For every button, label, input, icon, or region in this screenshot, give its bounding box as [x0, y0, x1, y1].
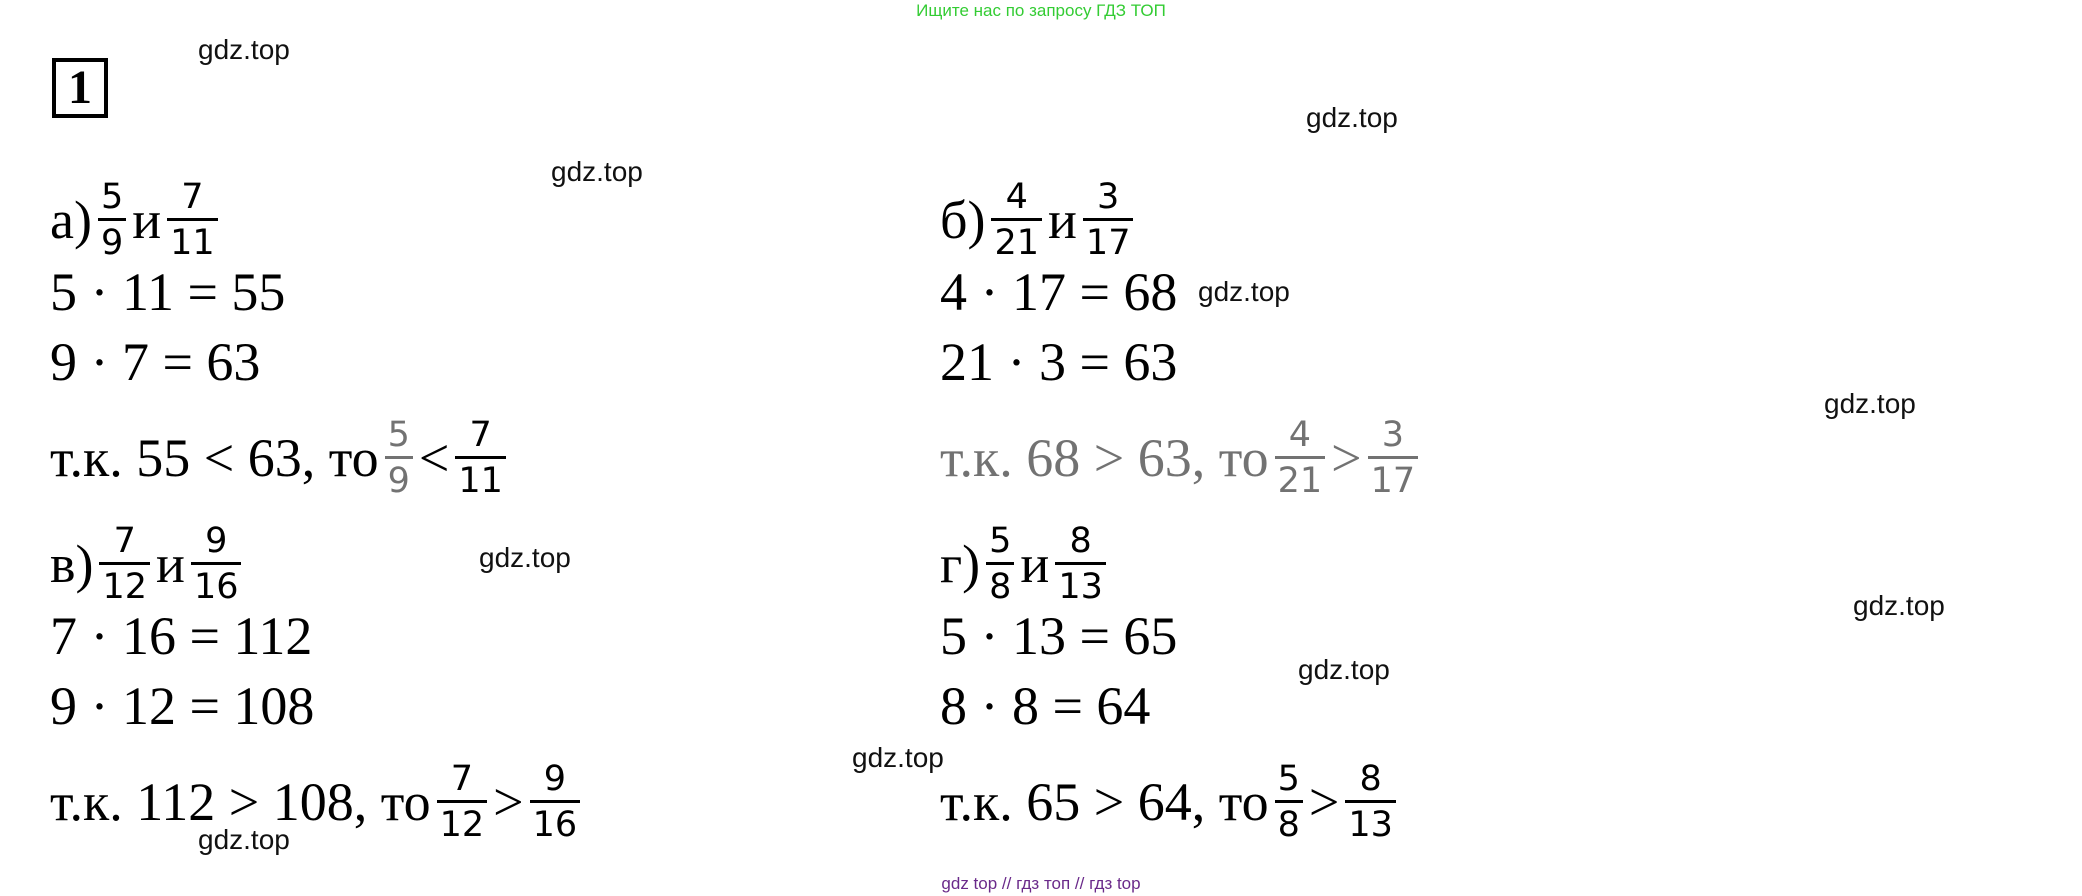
numerator: 4: [1288, 415, 1312, 455]
fraction: [1345, 760, 1396, 844]
watermark: gdz.top: [551, 156, 643, 187]
part-c-line2: 9 · 12 = 108: [50, 676, 315, 736]
fraction-bar: [986, 562, 1014, 565]
denominator: 21: [1277, 461, 1323, 501]
numerator: 5: [100, 177, 124, 217]
conjunction: и: [156, 534, 185, 594]
comparison-sign: >: [493, 772, 524, 832]
fraction-bar: [191, 562, 242, 565]
conjunction: и: [132, 190, 162, 250]
part-a-line1: 5 · 11 = 55: [50, 262, 286, 322]
part-c-conclusion: [50, 760, 586, 844]
watermark: gdz.top: [1198, 276, 1290, 307]
fraction-bar: [530, 800, 581, 803]
fraction-bar: [1055, 562, 1106, 565]
denominator: 11: [458, 461, 503, 501]
fraction: [98, 178, 126, 262]
numerator: 7: [181, 177, 204, 217]
fraction-bar: [385, 456, 413, 459]
denominator: 8: [1277, 805, 1300, 845]
denominator: 8: [989, 567, 1012, 607]
fraction: [1083, 178, 1134, 262]
conclusion-text: т.к. 65 > 64, то: [940, 772, 1269, 832]
fraction: [455, 416, 506, 500]
denominator: 16: [193, 567, 239, 607]
part-d-header: [940, 522, 1112, 606]
denominator: 12: [439, 805, 485, 845]
part-c-label: в): [50, 534, 94, 594]
fraction: [1275, 760, 1303, 844]
part-d-line1: 5 · 13 = 65: [940, 606, 1178, 666]
numerator: 7: [469, 415, 492, 455]
fraction: [1055, 522, 1106, 606]
part-c-line1: 7 · 16 = 112: [50, 606, 313, 666]
watermark: gdz.top: [1298, 654, 1390, 685]
fraction-bar: [1275, 800, 1303, 803]
comparison-sign: >: [1331, 428, 1362, 488]
footer-links: gdz top // гдз топ // гдз top: [941, 874, 1141, 893]
part-b-header: [940, 178, 1139, 262]
fraction: [437, 760, 488, 844]
denominator: 13: [1348, 805, 1393, 845]
watermark: gdz.top: [1306, 102, 1398, 133]
part-b-line1: 4 · 17 = 68: [940, 262, 1178, 322]
watermark: gdz.top: [198, 824, 290, 855]
fraction-bar: [991, 218, 1042, 221]
denominator: 13: [1058, 567, 1103, 607]
part-d-conclusion: [940, 760, 1402, 844]
numerator: 7: [450, 759, 474, 799]
numerator: 9: [543, 759, 567, 799]
conjunction: и: [1048, 190, 1077, 250]
fraction-bar: [99, 562, 150, 565]
task-number: 1: [52, 58, 108, 118]
watermark: gdz.top: [198, 34, 290, 65]
numerator: 3: [1097, 177, 1120, 217]
denominator: 17: [1370, 461, 1416, 501]
part-a-header: [50, 178, 224, 262]
part-d-label: г): [940, 534, 981, 594]
numerator: 8: [1359, 759, 1382, 799]
numerator: 5: [989, 521, 1012, 561]
fraction-bar: [1368, 456, 1419, 459]
denominator: 11: [170, 223, 215, 263]
top-banner: Ищите нас по запросу ГДЗ ТОП: [916, 1, 1166, 20]
denominator: 21: [994, 223, 1040, 263]
fraction: [99, 522, 150, 606]
denominator: 16: [532, 805, 578, 845]
part-b-line2: 21 · 3 = 63: [940, 332, 1178, 392]
numerator: 5: [1277, 759, 1300, 799]
conclusion-text: т.к. 68 > 63, то: [940, 428, 1269, 488]
denominator: 17: [1085, 223, 1131, 263]
fraction-bar: [98, 218, 126, 221]
fraction-bar: [1275, 456, 1326, 459]
comparison-sign: >: [1308, 772, 1340, 832]
part-b-conclusion: [940, 416, 1424, 500]
numerator: 9: [205, 521, 228, 561]
comparison-sign: <: [418, 428, 450, 488]
fraction: [991, 178, 1042, 262]
numerator: 4: [1005, 177, 1028, 217]
numerator: 7: [113, 521, 136, 561]
fraction: [1275, 416, 1326, 500]
numerator: 8: [1069, 521, 1092, 561]
fraction: [986, 522, 1014, 606]
fraction-bar: [1345, 800, 1396, 803]
fraction: [191, 522, 242, 606]
watermark: gdz.top: [852, 742, 944, 773]
conjunction: и: [1020, 534, 1050, 594]
fraction-bar: [167, 218, 218, 221]
fraction-bar: [455, 456, 506, 459]
numerator: 3: [1381, 415, 1405, 455]
conclusion-text: т.к. 55 < 63, то: [50, 428, 379, 488]
conclusion-text: т.к. 112 > 108, то: [50, 772, 431, 832]
part-b-label: б): [940, 190, 986, 250]
fraction-bar: [1083, 218, 1134, 221]
part-c-header: [50, 522, 247, 606]
fraction-bar: [437, 800, 488, 803]
fraction: [1368, 416, 1419, 500]
denominator: 9: [387, 461, 410, 501]
part-a-label: а): [50, 190, 92, 250]
fraction: [385, 416, 413, 500]
part-a-conclusion: [50, 416, 512, 500]
watermark: gdz.top: [1824, 388, 1916, 419]
fraction: [530, 760, 581, 844]
denominator: 12: [102, 567, 148, 607]
part-a-line2: 9 · 7 = 63: [50, 332, 261, 392]
watermark: gdz.top: [479, 542, 571, 573]
denominator: 9: [100, 223, 124, 263]
numerator: 5: [387, 415, 410, 455]
watermark: gdz.top: [1853, 590, 1945, 621]
part-d-line2: 8 · 8 = 64: [940, 676, 1151, 736]
fraction: [167, 178, 218, 262]
